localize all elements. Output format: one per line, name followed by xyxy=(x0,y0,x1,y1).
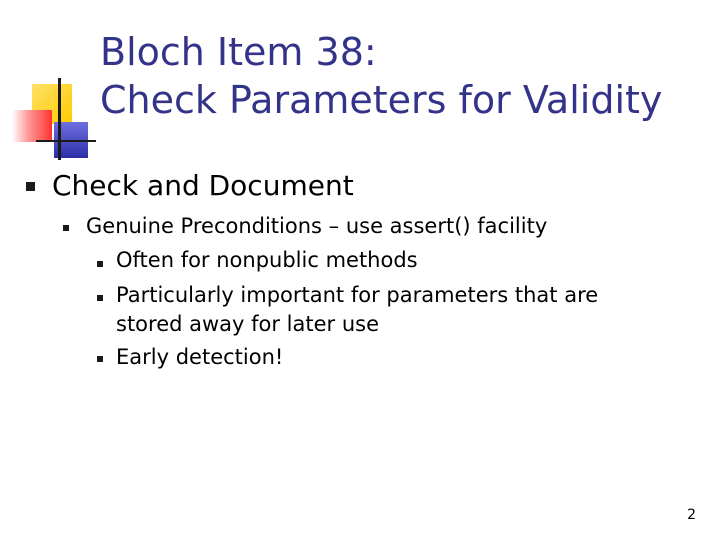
bullet-level3-text: Particularly important for parameters that are xyxy=(116,283,599,307)
red-square xyxy=(12,110,52,142)
logo-horizontal-line xyxy=(36,140,96,142)
bullet-level3-text-continued: stored away for later use xyxy=(116,312,380,336)
bullet-square-icon xyxy=(97,295,103,301)
bullet-square-icon xyxy=(26,182,35,191)
bullet-level1-text: Check and Document xyxy=(52,169,354,202)
bullet-level3-text: Early detection! xyxy=(116,345,284,369)
bullet-square-icon xyxy=(97,356,103,362)
bullet-level3-text: Often for nonpublic methods xyxy=(116,248,418,272)
decorative-squares-logo xyxy=(0,0,110,170)
title-line-1: Bloch Item 38: xyxy=(100,30,377,74)
slide-title xyxy=(100,28,662,124)
bullet-square-icon xyxy=(63,225,69,231)
bullet-level2-text: Genuine Preconditions – use assert() facility xyxy=(86,214,548,238)
bullet-square-icon xyxy=(97,261,103,267)
logo-vertical-line xyxy=(58,78,61,160)
page-number: 2 xyxy=(687,507,696,523)
title-line-2: Check Parameters for Validity xyxy=(100,78,663,122)
